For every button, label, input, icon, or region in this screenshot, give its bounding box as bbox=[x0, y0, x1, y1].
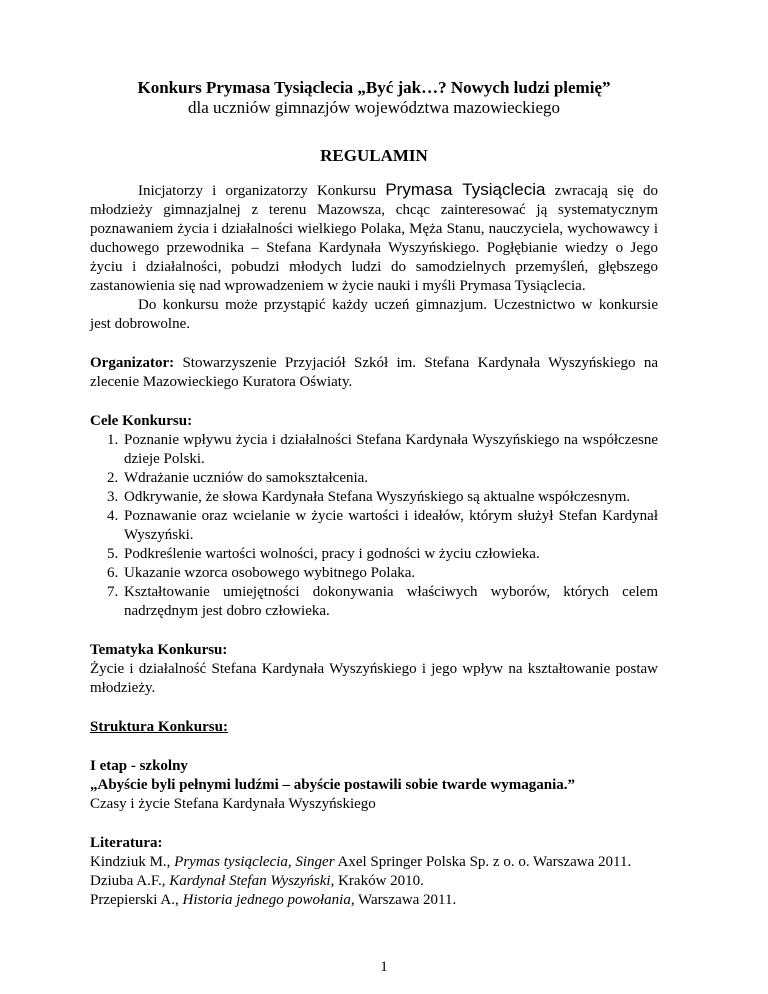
lit-author: Dziuba A.F., bbox=[90, 873, 166, 889]
goal-item: 5. Podkreślenie wartości wolności, pracy i godności w życiu człowieka. bbox=[122, 545, 658, 564]
regulamin-heading: REGULAMIN bbox=[320, 146, 428, 165]
lit-author: Kindziuk M., bbox=[90, 854, 171, 870]
document-subtitle: dla uczniów gimnazjów województwa mazowieckiego bbox=[188, 98, 560, 117]
topic-text: Życie i działalność Stefana Kardynała Wyszyńskiego i jego wpływ na kształtowanie postaw młodzieży. bbox=[90, 661, 658, 696]
stage-motto bbox=[90, 776, 658, 795]
goal-item: 7. Kształtowanie umiejętności dokonywania właściwych wyborów, których celem nadrzędnym jest dobro człowieka. bbox=[122, 583, 658, 621]
stage-motto-text: „Abyście byli pełnymi ludźmi – abyście postawili sobie twarde wymagania.” bbox=[90, 777, 576, 793]
topic-heading bbox=[90, 641, 658, 660]
goals-heading bbox=[90, 412, 658, 431]
lit-author: Przepierski A., bbox=[90, 892, 179, 908]
goal-item: 3. Odkrywanie, że słowa Kardynała Stefana Wyszyńskiego są aktualne współczesnym. bbox=[122, 488, 658, 507]
literature-entry bbox=[90, 872, 658, 891]
intro-paragraph-2: Do konkursu może przystąpić każdy uczeń gimnazjum. Uczestnictwo w konkursie jest dobrowolne. bbox=[90, 297, 658, 332]
structure-section bbox=[90, 718, 658, 737]
lit-rest: , Warszawa 2011. bbox=[350, 892, 457, 908]
goal-item: 2. Wdrażanie uczniów do samokształcenia. bbox=[122, 469, 658, 488]
lit-title: Kardynał Stefan Wyszyński, bbox=[169, 873, 335, 889]
stage-section bbox=[90, 757, 658, 814]
intro-paragraph-1 bbox=[90, 180, 658, 296]
topic-heading-text: Tematyka Konkursu: bbox=[90, 642, 228, 658]
lit-rest: Axel Springer Polska Sp. z o. o. Warszawa 2011. bbox=[337, 854, 632, 870]
literature-entry bbox=[90, 853, 658, 872]
structure-heading: Struktura Konkursu: bbox=[90, 719, 228, 735]
goals-section bbox=[90, 412, 658, 621]
literature-section bbox=[90, 834, 658, 910]
topic-section bbox=[90, 641, 658, 698]
document-title: Konkurs Prymasa Tysiąclecia „Być jak…? Nowych ludzi plemię” bbox=[137, 78, 611, 97]
lit-title: Historia jednego powołania bbox=[182, 892, 351, 908]
intro-text-end: zwracają się do młodzieży gimnazjalnej z terenu Mazowsza, chcąc zainteresować ją systematycznym poznawaniem życia i działalności wielkiego Polaka, Męża Stanu, nauczyciela, wychowawcy i duchowego przewodnika – Stefana Kardynała Wyszyńskiego. Pogłębianie wiedzy o Jego życiu i działalności, pobudzi młodych ludzi do samodzielnych przemyśleń, głębszego zastanowienia się nad wprowadzeniem w życie nauki i myśli Prymasa Tysiąclecia. bbox=[90, 183, 659, 294]
lit-title: Prymas tysiąclecia, Singer bbox=[174, 854, 335, 870]
literature-heading bbox=[90, 834, 658, 853]
goals-list bbox=[90, 431, 658, 621]
stage-title-text: I etap - szkolny bbox=[90, 758, 188, 774]
page-number: 1 bbox=[380, 959, 388, 975]
stage-theme: Czasy i życie Stefana Kardynała Wyszyńskiego bbox=[90, 796, 376, 812]
organizer-section bbox=[90, 354, 658, 392]
literature-entry bbox=[90, 891, 658, 910]
intro-large-text: Prymasa Tysiąclecia bbox=[385, 180, 546, 199]
stage-title bbox=[90, 757, 658, 776]
literature-heading-text: Literatura: bbox=[90, 835, 163, 851]
goal-item: 6. Ukazanie wzorca osobowego wybitnego Polaka. bbox=[122, 564, 658, 583]
goal-item: 4. Poznawanie oraz wcielanie w życie wartości i ideałów, którym służył Stefan Kardynał Wyszyński. bbox=[122, 507, 658, 545]
organizer-text: Stowarzyszenie Przyjaciół Szkół im. Stefana Kardynała Wyszyńskiego na zlecenie Mazowieckiego Kuratora Oświaty. bbox=[90, 355, 659, 390]
lit-rest: Kraków 2010. bbox=[338, 873, 424, 889]
goals-heading-text: Cele Konkursu: bbox=[90, 413, 193, 429]
goal-item: 1. Poznanie wpływu życia i działalności Stefana Kardynała Wyszyńskiego na współczesne dzieje Polski. bbox=[122, 431, 658, 469]
organizer-label: Organizator: bbox=[90, 355, 175, 371]
intro-text-start: Inicjatorzy i organizatorzy Konkursu bbox=[138, 183, 377, 199]
